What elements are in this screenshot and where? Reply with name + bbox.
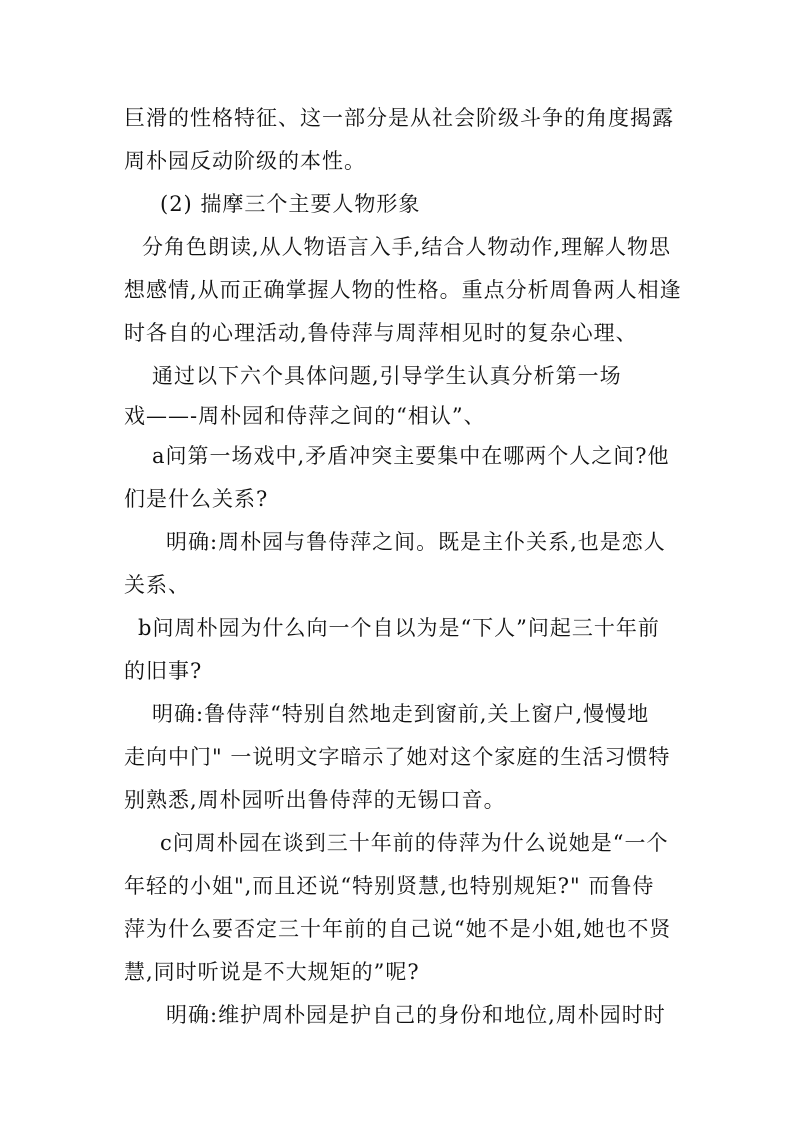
text-line-12: 关系、 — [124, 573, 190, 597]
answer-c: 明确:维护周朴园是护自己的身份和地位,周朴园时时 — [166, 1003, 666, 1027]
text-line-8: 戏——-周朴园和侍萍之间的“相认”、 — [124, 404, 486, 428]
text-line-6: 时各自的心理活动,鲁侍萍与周萍相见时的复杂心理、 — [124, 321, 638, 345]
text-line-1: 巨滑的性格特征、这一部分是从社会阶级斗争的角度揭露 — [124, 106, 674, 130]
question-b: b问周朴园为什么向一个自以为是“下人”问起三十年前 — [138, 616, 660, 640]
text-line-7: 通过以下六个具体问题,引导学生认真分析第一场 — [152, 364, 622, 388]
question-c: c问周朴园在谈到三十年前的侍萍为什么说她是“一个 — [160, 831, 669, 855]
text-line-21: 慧,同时听说是不大规矩的”呢? — [124, 960, 420, 984]
text-line-10: 们是什么关系? — [124, 487, 269, 511]
text-line-16: 走向中门" 一说明文字暗示了她对这个家庭的生活习惯特 — [124, 745, 671, 769]
section-heading: (2) 揣摩三个主要人物形象 — [160, 192, 421, 216]
text-line-4: 分角色朗读,从人物语言入手,结合人物动作,理解人物思 — [142, 235, 672, 259]
text-line-20: 萍为什么要否定三十年前的自己说“她不是小姐,她也不贤 — [124, 917, 672, 941]
text-line-19: 年轻的小姐",而且还说“特别贤慧,也特别规矩?" 而鲁侍 — [124, 874, 655, 898]
text-line-17: 别熟悉,周朴园听出鲁侍萍的无锡口音。 — [124, 788, 506, 812]
answer-b: 明确:鲁侍萍“特别自然地走到窗前,关上窗户,慢慢地 — [152, 702, 650, 726]
text-line-2: 周朴园反动阶级的本性。 — [124, 149, 366, 173]
question-a: a问第一场戏中,矛盾冲突主要集中在哪两个人之间?他 — [152, 444, 670, 468]
answer-a: 明确:周朴园与鲁侍萍之间。既是主仆关系,也是恋人 — [166, 530, 666, 554]
text-line-14: 的旧事? — [124, 659, 203, 683]
text-line-5: 想感情,从而正确掌握人物的性格。重点分析周鲁两人相逢 — [124, 278, 682, 302]
